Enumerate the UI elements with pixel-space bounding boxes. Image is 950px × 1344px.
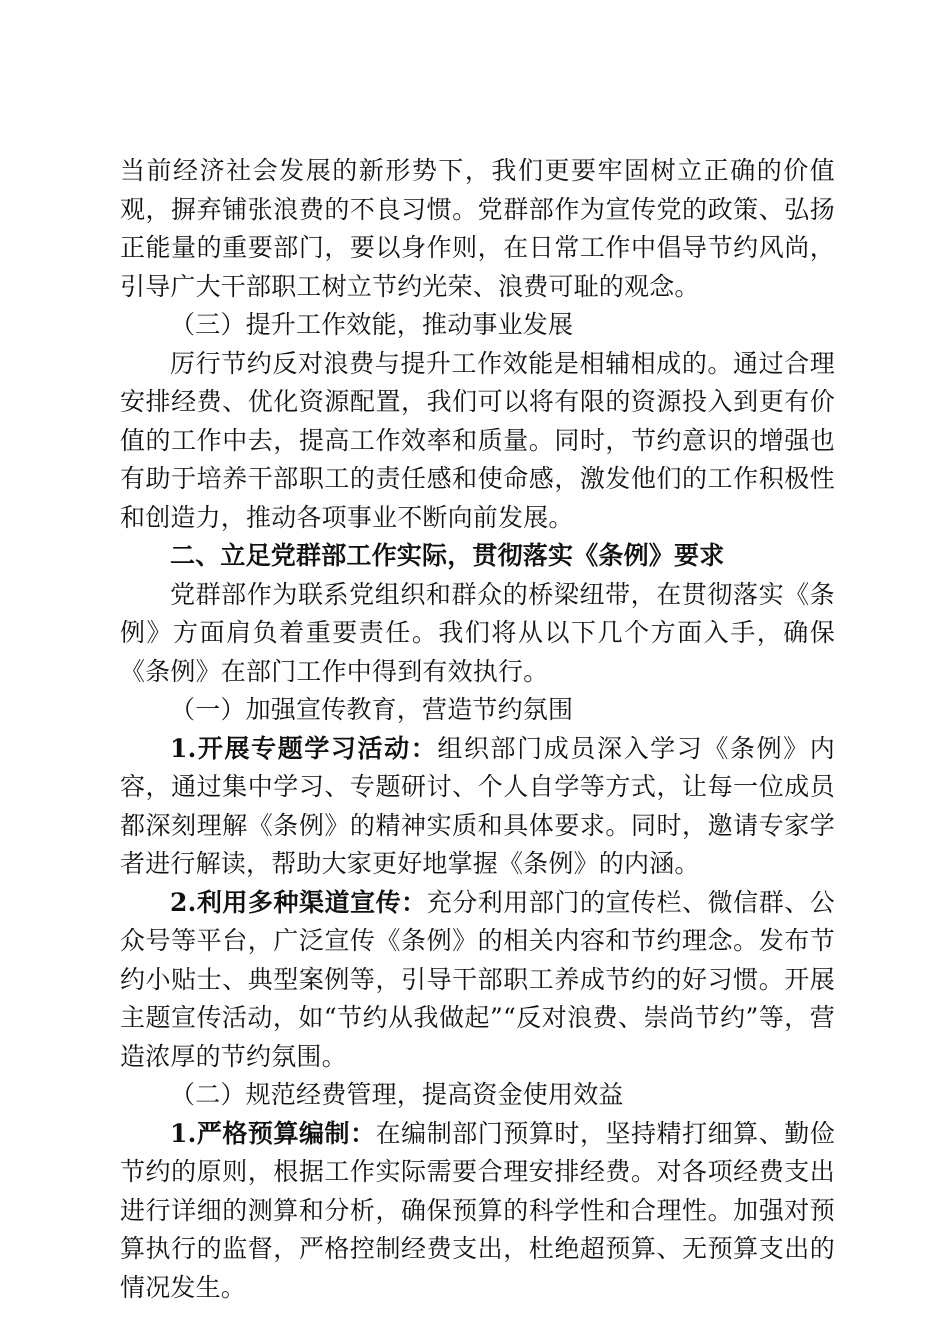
subheading-efficiency: （三）提升工作效能，推动事业发展: [170, 310, 574, 339]
list-item-channels-text: 充分利用部门的宣传栏、微信群、公众号等平台，广泛宣传《条例》的相关内容和节约理念。发布节约小贴士、典型案例等，引导干部职工养成节约的好习惯。开展主题宣传活动，如“节约从我做起”“反对浪费、崇尚节约”等，营造浓厚的节约氛围。: [120, 887, 835, 1071]
list-item-channels: [120, 884, 835, 1077]
list-item-channels-label: 2.利用多种渠道宣传：: [170, 887, 427, 917]
paragraph-efficiency: 厉行节约反对浪费与提升工作效能是相辅相成的。通过合理安排经费、优化资源配置，我们可以将有限的资源投入到更有价值的工作中去，提高工作效率和质量。同时，节约意识的增强也有助于培养干部职工的责任感和使命感，激发他们的工作积极性和创造力，推动各项事业不断向前发展。: [120, 348, 835, 532]
subheading-funds: （二）规范经费管理，提高资金使用效益: [170, 1080, 624, 1109]
section-heading-two: 二、立足党群部工作实际，贯彻落实《条例》要求: [170, 541, 725, 570]
list-item-study-label: 1.开展专题学习活动：: [170, 733, 438, 763]
paragraph-values: 当前经济社会发展的新形势下，我们更要牢固树立正确的价值观，摒弃铺张浪费的不良习惯。党群部作为宣传党的政策、弘扬正能量的重要部门，要以身作则，在日常工作中倡导节约风尚，引导广大干部职工树立节约光荣、浪费可耻的观念。: [120, 156, 835, 301]
list-item-study-text: 组织部门成员深入学习《条例》内容，通过集中学习、专题研讨、个人自学等方式，让每一位成员都深刻理解《条例》的精神实质和具体要求。同时，邀请专家学者进行解读，帮助大家更好地掌握《条例》的内涵。: [120, 733, 835, 878]
list-item-budget-label: 1.严格预算编制：: [170, 1118, 376, 1148]
list-item-budget: [120, 1115, 835, 1308]
paragraph-responsibility: 党群部作为联系党组织和群众的桥梁纽带，在贯彻落实《条例》方面肩负着重要责任。我们将从以下几个方面入手，确保《条例》在部门工作中得到有效执行。: [120, 579, 835, 686]
list-item-budget-text: 在编制部门预算时，坚持精打细算、勤俭节约的原则，根据工作实际需要合理安排经费。对各项经费支出进行详细的测算和分析，确保预算的科学性和合理性。加强对预算执行的监督，严格控制经费支出，杜绝超预算、无预算支出的情况发生。: [120, 1118, 835, 1302]
document-page: [120, 152, 835, 1307]
list-item-study: [120, 730, 835, 884]
subheading-publicity: （一）加强宣传教育，营造节约氛围: [170, 695, 574, 724]
